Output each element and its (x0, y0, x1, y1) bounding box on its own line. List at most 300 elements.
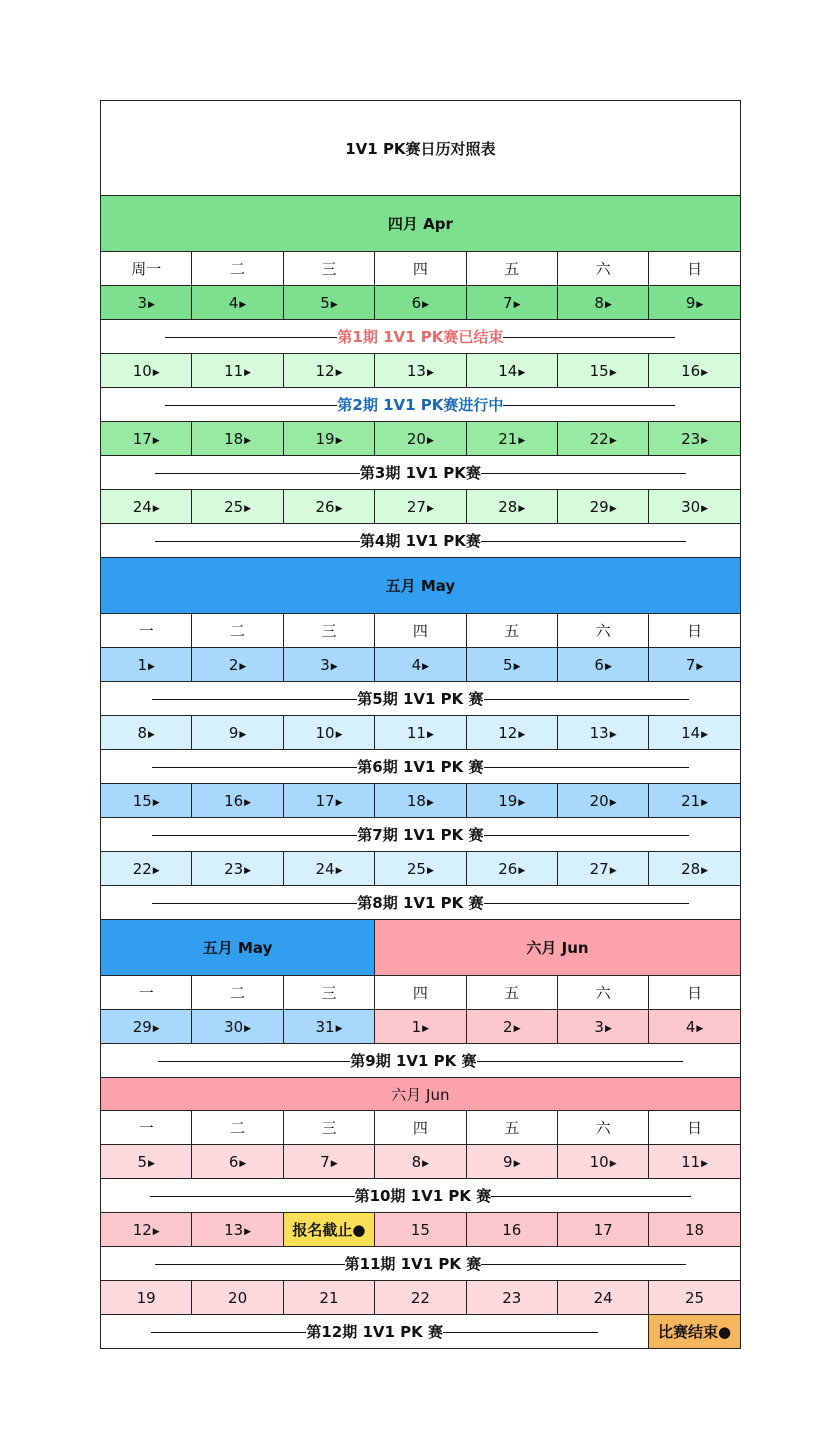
play-arrow-icon: ▶ (609, 865, 617, 876)
week-row (101, 1213, 741, 1247)
play-arrow-icon: ▶ (422, 661, 430, 672)
day-number: 6 (411, 293, 422, 312)
weekday-label: 五 (466, 614, 557, 648)
weekday-label: 六 (557, 252, 648, 286)
day-number: 5 (320, 293, 330, 312)
day-cell (192, 286, 283, 320)
day-number: 10 (589, 1152, 609, 1171)
day-number: 23 (502, 1288, 522, 1307)
day-number: 10 (132, 361, 152, 380)
day-number: 4 (411, 655, 422, 674)
day-cell (557, 852, 648, 886)
day-number: 7 (320, 1152, 330, 1171)
play-arrow-icon: ▶ (148, 299, 155, 310)
day-number: 28 (681, 859, 701, 878)
weekday-label: 三 (283, 252, 374, 286)
weekday-label: 日 (649, 614, 740, 648)
play-arrow-icon: ▶ (335, 367, 343, 378)
play-arrow-icon: ▶ (330, 299, 338, 310)
day-cell (283, 286, 374, 320)
play-arrow-icon: ▶ (518, 435, 526, 446)
day-cell (283, 784, 374, 818)
day-cell (466, 1213, 557, 1247)
play-arrow-icon: ▶ (513, 661, 521, 672)
day-cell (192, 1281, 283, 1315)
weekday-label: 周一 (101, 252, 192, 286)
day-cell (649, 1145, 740, 1179)
play-arrow-icon: ▶ (239, 661, 247, 672)
weekday-label: 二 (192, 976, 283, 1010)
day-cell (557, 422, 648, 456)
day-number: 17 (593, 1220, 613, 1239)
play-arrow-icon: ▶ (701, 865, 709, 876)
play-arrow-icon: ▶ (152, 503, 160, 514)
period-text: 第1期 1V1 PK赛已结束 (337, 328, 504, 346)
day-number: 17 (132, 429, 152, 448)
calendar-table (100, 100, 741, 1349)
play-arrow-icon: ▶ (518, 729, 526, 740)
play-arrow-icon: ▶ (330, 661, 338, 672)
play-arrow-icon: ▶ (426, 435, 434, 446)
period-text: 第5期 1V1 PK 赛 (357, 690, 484, 708)
day-cell (649, 716, 740, 750)
day-number: 24 (593, 1288, 613, 1307)
play-arrow-icon: ▶ (335, 797, 343, 808)
day-cell (283, 1010, 374, 1044)
weekday-label: 一 (101, 976, 192, 1010)
day-number: 3 (594, 1017, 604, 1036)
day-number: 25 (685, 1288, 705, 1307)
day-number: 5 (137, 1152, 147, 1171)
play-arrow-icon: ▶ (426, 865, 434, 876)
day-number: 24 (315, 859, 335, 878)
day-number: 5 (503, 655, 513, 674)
day-cell (283, 1145, 374, 1179)
day-cell (101, 1281, 192, 1315)
day-number: 21 (498, 429, 518, 448)
day-cell (283, 354, 374, 388)
day-number: 3 (137, 293, 147, 312)
play-arrow-icon: ▶ (513, 299, 521, 310)
week-row (101, 354, 741, 388)
weekday-label: 五 (466, 252, 557, 286)
day-number: 12 (315, 361, 335, 380)
play-arrow-icon: ▶ (696, 299, 704, 310)
week-row (101, 784, 741, 818)
weekday-label: 四 (375, 614, 466, 648)
play-arrow-icon: ▶ (518, 367, 526, 378)
play-arrow-icon: ▶ (148, 1158, 155, 1169)
weekday-label: 三 (283, 614, 374, 648)
day-cell (192, 648, 283, 682)
day-number: 11 (224, 361, 244, 380)
day-cell (557, 1010, 648, 1044)
period-text: 第7期 1V1 PK 赛 (357, 826, 484, 844)
day-cell (466, 1145, 557, 1179)
day-cell (557, 490, 648, 524)
play-arrow-icon: ▶ (239, 729, 247, 740)
day-cell (101, 354, 192, 388)
day-number: 7 (685, 655, 696, 674)
play-arrow-icon: ▶ (518, 865, 526, 876)
play-arrow-icon: ▶ (244, 367, 252, 378)
day-cell (375, 286, 466, 320)
period-text: 第9期 1V1 PK 赛 (350, 1052, 477, 1070)
day-cell (375, 1145, 466, 1179)
play-arrow-icon: ▶ (513, 1023, 521, 1034)
day-number: 20 (406, 429, 426, 448)
play-arrow-icon: ▶ (701, 367, 709, 378)
day-cell (649, 1010, 740, 1044)
day-cell (466, 716, 557, 750)
play-arrow-icon: ▶ (152, 865, 160, 876)
play-arrow-icon: ▶ (335, 729, 343, 740)
day-number: 24 (132, 497, 152, 516)
period-label (101, 524, 741, 558)
day-number: 18 (685, 1220, 705, 1239)
play-arrow-icon: ▶ (330, 1158, 338, 1169)
day-number: 3 (320, 655, 330, 674)
day-cell (192, 490, 283, 524)
play-arrow-icon: ▶ (244, 503, 252, 514)
weekday-label: 三 (283, 976, 374, 1010)
period-label (101, 1179, 741, 1213)
play-arrow-icon: ▶ (335, 1023, 343, 1034)
day-number: 15 (132, 791, 152, 810)
day-cell (375, 490, 466, 524)
day-number: 10 (315, 723, 335, 742)
day-cell (101, 1213, 192, 1247)
day-cell (466, 490, 557, 524)
day-cell (101, 422, 192, 456)
day-cell (283, 490, 374, 524)
day-number: 12 (132, 1220, 152, 1239)
day-cell (375, 1281, 466, 1315)
play-arrow-icon: ▶ (152, 1023, 160, 1034)
day-cell (192, 1010, 283, 1044)
period-label (101, 456, 741, 490)
day-number: 27 (589, 859, 609, 878)
period-label (101, 1315, 649, 1349)
month-header-april: 四月 Apr (101, 196, 741, 252)
day-cell (283, 1281, 374, 1315)
day-number: 9 (685, 293, 696, 312)
period-label (101, 682, 741, 716)
play-arrow-icon: ▶ (701, 435, 709, 446)
play-arrow-icon: ▶ (244, 1226, 252, 1237)
weekday-row (101, 1111, 741, 1145)
weekday-label: 五 (466, 976, 557, 1010)
play-arrow-icon: ▶ (609, 503, 617, 514)
day-number: 19 (498, 791, 518, 810)
play-arrow-icon: ▶ (422, 299, 430, 310)
day-number: 20 (228, 1288, 248, 1307)
day-number: 13 (589, 723, 609, 742)
day-number: 6 (228, 1152, 239, 1171)
play-arrow-icon: ▶ (426, 729, 434, 740)
period-text: 第3期 1V1 PK赛 (359, 464, 481, 482)
week-row (101, 422, 741, 456)
play-arrow-icon: ▶ (152, 367, 160, 378)
play-arrow-icon: ▶ (518, 797, 526, 808)
weekday-label: 日 (649, 1111, 740, 1145)
day-cell (649, 1213, 740, 1247)
day-cell (375, 716, 466, 750)
weekday-label: 四 (375, 1111, 466, 1145)
day-cell (375, 354, 466, 388)
day-cell (649, 354, 740, 388)
day-cell (192, 422, 283, 456)
play-arrow-icon: ▶ (422, 1158, 430, 1169)
day-number: 9 (228, 723, 239, 742)
day-cell (192, 716, 283, 750)
day-number: 15 (589, 361, 609, 380)
play-arrow-icon: ▶ (701, 797, 709, 808)
play-arrow-icon: ▶ (244, 1023, 252, 1034)
play-arrow-icon: ▶ (426, 797, 434, 808)
day-number: 8 (594, 293, 604, 312)
day-cell (466, 648, 557, 682)
period-label (101, 1247, 741, 1281)
month-header-june: 六月 Jun (375, 920, 741, 976)
period-text: 第12期 1V1 PK 赛 (306, 1323, 443, 1341)
play-arrow-icon: ▶ (239, 1158, 247, 1169)
day-cell (466, 354, 557, 388)
day-cell (375, 422, 466, 456)
day-number: 13 (224, 1220, 244, 1239)
play-arrow-icon: ▶ (701, 1158, 709, 1169)
day-cell (557, 784, 648, 818)
day-cell (101, 490, 192, 524)
play-arrow-icon: ▶ (609, 729, 617, 740)
play-arrow-icon: ▶ (148, 729, 155, 740)
period-label (101, 320, 741, 354)
day-number: 25 (406, 859, 426, 878)
day-cell (192, 1145, 283, 1179)
play-arrow-icon: ▶ (701, 503, 709, 514)
play-arrow-icon: ▶ (609, 367, 617, 378)
week-row (101, 286, 741, 320)
day-number: 2 (503, 1017, 513, 1036)
day-cell (649, 490, 740, 524)
day-number: 22 (410, 1288, 430, 1307)
day-cell (101, 716, 192, 750)
day-cell (375, 852, 466, 886)
day-number: 18 (406, 791, 426, 810)
month-header-may: 五月 May (101, 920, 375, 976)
play-arrow-icon: ▶ (609, 435, 617, 446)
day-cell (283, 716, 374, 750)
day-cell (649, 1281, 740, 1315)
day-cell (101, 648, 192, 682)
play-arrow-icon: ▶ (701, 729, 709, 740)
weekday-label: 三 (283, 1111, 374, 1145)
day-number: 6 (594, 655, 604, 674)
day-number: 8 (137, 723, 147, 742)
day-number: 9 (503, 1152, 513, 1171)
period-text: 第2期 1V1 PK赛进行中 (337, 396, 504, 414)
day-cell (557, 716, 648, 750)
period-text: 第6期 1V1 PK 赛 (357, 758, 484, 776)
period-label (101, 388, 741, 422)
play-arrow-icon: ▶ (335, 435, 343, 446)
play-arrow-icon: ▶ (152, 1226, 160, 1237)
day-number: 8 (411, 1152, 422, 1171)
day-cell (466, 784, 557, 818)
play-arrow-icon: ▶ (335, 865, 343, 876)
day-number: 27 (406, 497, 426, 516)
day-number: 31 (315, 1017, 335, 1036)
day-number: 23 (681, 429, 701, 448)
day-cell (649, 852, 740, 886)
period-text: 第11期 1V1 PK 赛 (344, 1255, 482, 1273)
play-arrow-icon: ▶ (335, 503, 343, 514)
day-cell (375, 648, 466, 682)
day-number: 28 (498, 497, 518, 516)
month-header-june: 六月 Jun (101, 1078, 741, 1111)
day-number: 29 (132, 1017, 152, 1036)
day-cell (101, 1145, 192, 1179)
play-arrow-icon: ▶ (426, 367, 434, 378)
play-arrow-icon: ▶ (604, 299, 612, 310)
weekday-label: 二 (192, 1111, 283, 1145)
day-cell (557, 1145, 648, 1179)
day-number: 4 (228, 293, 239, 312)
week-row (101, 648, 741, 682)
day-cell (192, 784, 283, 818)
day-cell (466, 422, 557, 456)
day-number: 19 (136, 1288, 156, 1307)
day-cell (375, 1010, 466, 1044)
play-arrow-icon: ▶ (696, 1023, 704, 1034)
day-cell (283, 648, 374, 682)
play-arrow-icon: ▶ (696, 661, 704, 672)
day-cell (101, 852, 192, 886)
day-cell (101, 286, 192, 320)
day-number: 22 (132, 859, 152, 878)
day-number: 4 (685, 1017, 696, 1036)
day-number: 16 (224, 791, 244, 810)
play-arrow-icon: ▶ (518, 503, 526, 514)
weekday-label: 四 (375, 976, 466, 1010)
weekday-label: 五 (466, 1111, 557, 1145)
day-cell (283, 422, 374, 456)
period-text: 第8期 1V1 PK 赛 (357, 894, 484, 912)
day-number: 12 (498, 723, 518, 742)
weekday-label: 一 (101, 1111, 192, 1145)
day-number: 21 (681, 791, 701, 810)
period-label (101, 886, 741, 920)
day-cell (557, 286, 648, 320)
day-number: 29 (589, 497, 609, 516)
play-arrow-icon: ▶ (244, 435, 252, 446)
weekday-label: 日 (649, 976, 740, 1010)
week-row (101, 852, 741, 886)
day-number: 16 (681, 361, 701, 380)
play-arrow-icon: ▶ (604, 661, 612, 672)
day-cell (283, 852, 374, 886)
day-cell (375, 1213, 466, 1247)
day-number: 22 (589, 429, 609, 448)
weekday-label: 四 (375, 252, 466, 286)
week-row (101, 1145, 741, 1179)
weekday-label: 日 (649, 252, 740, 286)
weekday-label: 六 (557, 976, 648, 1010)
day-number: 14 (498, 361, 518, 380)
month-header-may: 五月 May (101, 558, 741, 614)
day-cell (649, 422, 740, 456)
day-cell (466, 1281, 557, 1315)
day-number: 19 (315, 429, 335, 448)
day-cell (466, 1010, 557, 1044)
day-cell (101, 1010, 192, 1044)
week-row (101, 490, 741, 524)
match-end-badge: 比赛结束● (649, 1315, 740, 1349)
day-number: 18 (224, 429, 244, 448)
day-cell (101, 784, 192, 818)
day-cell (557, 1213, 648, 1247)
day-number: 26 (315, 497, 335, 516)
play-arrow-icon: ▶ (609, 1158, 617, 1169)
day-number: 30 (681, 497, 701, 516)
day-cell (649, 784, 740, 818)
play-arrow-icon: ▶ (422, 1023, 430, 1034)
day-number: 20 (589, 791, 609, 810)
day-cell (557, 1281, 648, 1315)
day-number: 21 (319, 1288, 339, 1307)
play-arrow-icon: ▶ (244, 865, 252, 876)
play-arrow-icon: ▶ (426, 503, 434, 514)
play-arrow-icon: ▶ (148, 661, 155, 672)
day-cell (466, 852, 557, 886)
day-number: 30 (224, 1017, 244, 1036)
day-cell (649, 286, 740, 320)
week-row (101, 1010, 741, 1044)
play-arrow-icon: ▶ (239, 299, 247, 310)
day-number: 13 (406, 361, 426, 380)
play-arrow-icon: ▶ (609, 797, 617, 808)
play-arrow-icon: ▶ (604, 1023, 612, 1034)
play-arrow-icon: ▶ (244, 797, 252, 808)
day-number: 7 (503, 293, 513, 312)
week-row (101, 1281, 741, 1315)
period-text: 第10期 1V1 PK 赛 (354, 1187, 492, 1205)
weekday-row (101, 976, 741, 1010)
day-number: 16 (502, 1220, 522, 1239)
weekday-label: 一 (101, 614, 192, 648)
day-number: 1 (411, 1017, 422, 1036)
day-cell (557, 354, 648, 388)
day-cell (192, 354, 283, 388)
day-cell (375, 784, 466, 818)
day-number: 2 (228, 655, 239, 674)
weekday-label: 二 (192, 252, 283, 286)
page-title: 1V1 PK赛日历对照表 (101, 101, 741, 196)
day-number: 23 (224, 859, 244, 878)
day-number: 15 (410, 1220, 430, 1239)
day-cell (557, 648, 648, 682)
day-number: 25 (224, 497, 244, 516)
day-cell (649, 648, 740, 682)
weekday-label: 六 (557, 614, 648, 648)
play-arrow-icon: ▶ (152, 435, 160, 446)
day-cell (192, 1213, 283, 1247)
period-label (101, 750, 741, 784)
weekday-row (101, 614, 741, 648)
day-cell (192, 852, 283, 886)
day-cell (283, 1213, 374, 1247)
day-number: 1 (137, 655, 147, 674)
